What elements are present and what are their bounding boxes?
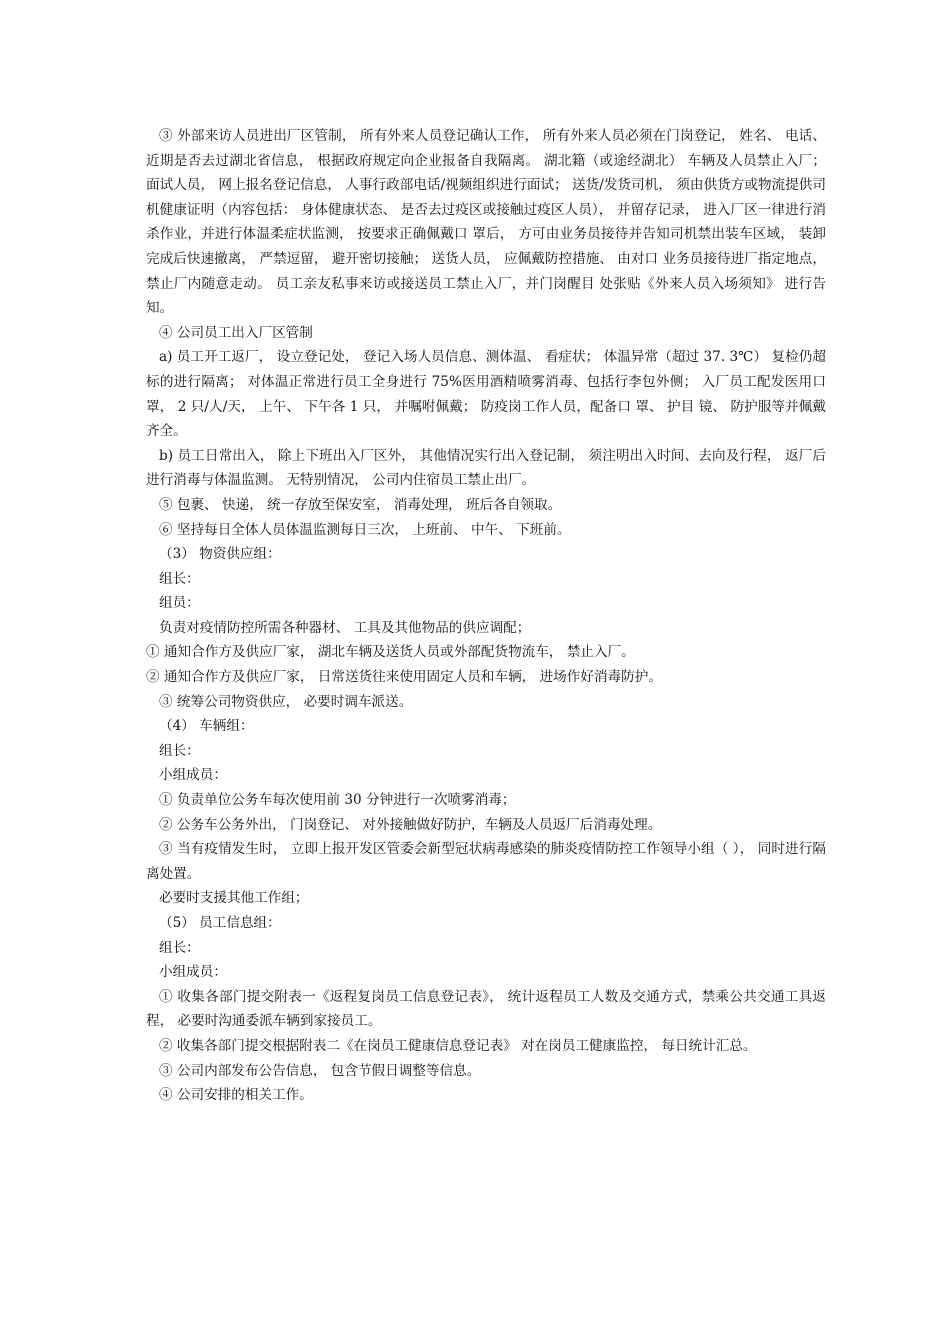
supplies-item-1: ① 通知合作方及供应厂家， 湖北车辆及送货人员或外部配货物流车， 禁止入厂。 xyxy=(146,644,635,661)
section-heading-supplies: （3） 物资供应组： xyxy=(159,546,281,563)
staff-info-item-3: ③ 公司内部发布公告信息， 包含节假日调整等信息。 xyxy=(159,1062,481,1079)
supplies-leader: 组长： xyxy=(159,570,200,587)
section-heading-vehicles: （4） 车辆组： xyxy=(159,718,254,735)
vehicles-item-1: ① 负责单位公务车每次使用前 30 分钟进行一次喷雾消毒； xyxy=(159,792,516,809)
supplies-members: 组员： xyxy=(159,595,200,612)
supplies-item-3: ③ 统筹公司物资供应， 必要时调车派送。 xyxy=(159,693,413,710)
staff-info-item-1: ① 收集各部门提交附表一《返程复岗员工信息登记表》， 统计返程员工人数及交通方式，禁乘公共交通工具返程， 必要时沟通委派车辆到家接员工。 xyxy=(146,988,826,1030)
staff-info-item-2: ② 收集各部门提交根据附表二《在岗员工健康信息登记表》 对在岗员工健康监控， 每日统计汇总。 xyxy=(159,1037,757,1054)
vehicles-leader: 组长： xyxy=(159,742,200,759)
document-page xyxy=(146,124,831,1108)
vehicles-item-2: ② 公务车公务外出， 门岗登记、 对外接触做好防护，车辆及人员返厂后消毒处理。 xyxy=(159,816,662,833)
paragraph-temperature-check: ⑥ 坚持每日全体人员体温监测每日三次， 上班前、 中午、 下班前。 xyxy=(159,521,571,538)
vehicles-members: 小组成员： xyxy=(159,767,227,784)
vehicles-item-3: ③ 当有疫情发生时， 立即上报开发区管委会新型冠状病毒感染的肺炎疫情防控工作领导小组（ ）， 同时进行隔离处置。 xyxy=(146,841,826,882)
supplies-duty: 负责对疫情防控所需各种器材、 工具及其他物品的供应调配； xyxy=(159,619,531,636)
paragraph-employee-return: a) 员工开工返厂， 设立登记处， 登记入场人员信息、测体温、 看症状； 体温异常（超过 37. 3℃） 复检仍超标的进行隔离； 对体温正常进行员工全身进行 75%医用酒精喷雾消毒、包括行李包外侧； 入厂员工配发医用口 罩， 2 只/人/天， 上午、 下午各 1 只， 并嘱咐佩戴； 防疫岗工作人员，配备口 罩、 护目 镜、 防护服等并佩戴齐全。 xyxy=(146,349,831,440)
section-heading-staff-info: （5） 员工信息组： xyxy=(159,915,281,931)
staff-info-leader: 组长： xyxy=(159,939,200,956)
supplies-item-2: ② 通知合作方及供应厂家， 日常送货往来使用固定人员和车辆， 进场作好消毒防护。 xyxy=(146,669,662,686)
staff-info-members: 小组成员： xyxy=(159,964,227,981)
paragraph-employee-daily: b) 员工日常出入， 除上下班出入厂区外， 其他情况实行出入登记制， 须注明出入时间、去向及行程， 返厂后进行消毒与体温监测。 无特别情况， 公司内住宿员工禁止出厂。 xyxy=(146,447,826,489)
paragraph-visitor-control: ③ 外部来访人员进出厂区管制， 所有外来人员登记确认工作， 所有外来人员必须在门岗登记， 姓名、 电话、 近期是否去过湖北省信息， 根据政府规定向企业报备自我隔离。 湖北籍（或途经湖北） 车辆及人员禁止入厂； 面试人员， 网上报名登记信息， 人事行政部电话/视频组织进行面试； 送货/发货司机， 须由供货方或物流提供司机健康证明（内容包括： 身体健康状态、 是否去过疫区或接触过疫区人员）， 并留存记录， 进入厂区一律进行消杀作业，并进行体温柔症状监测， 按要求正确佩戴口 罩后， 方可由业务员接待并告知司机禁出装车区域， 装卸完成后快速撤离， 严禁逗留， 避开密切接触； 送货人员， 应佩戴防控措施、 由对口 业务员接待进厂指定地点， 禁止厂内随意走动。 员工亲友私事来访或接送员工禁止入厂，并门岗醒目 处张贴《外来人员入场须知》 进行告知。 xyxy=(146,128,831,317)
paragraph-parcels: ⑤ 包裹、 快递， 统一存放至保安室， 消毒处理， 班后各自领取。 xyxy=(159,496,562,513)
vehicles-support: 必要时支援其他工作组； xyxy=(159,890,309,907)
staff-info-item-4: ④ 公司安排的相关工作。 xyxy=(159,1087,313,1104)
paragraph-employee-access-heading: ④ 公司员工出入厂区管制 xyxy=(159,324,313,341)
